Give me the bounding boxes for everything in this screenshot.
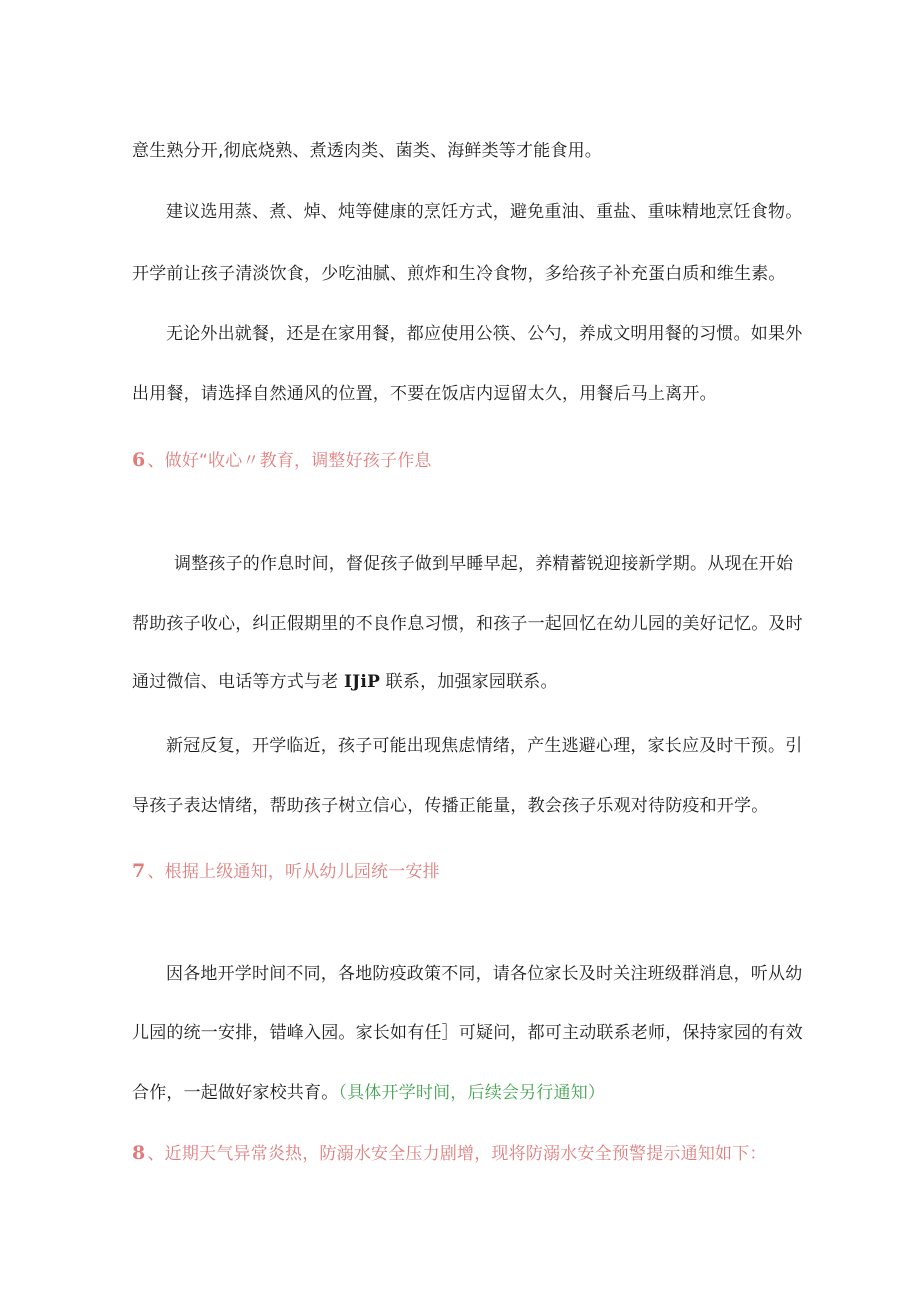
paragraph-line: 帮助孩子收心，纠正假期里的不良作息习惯，和孩子一起回忆在幼儿园的美好记忆。及时	[132, 614, 803, 634]
paragraph-line: 意生熟分开,彻底烧熟、煮透肉类、菌类、海鲜类等才能食用。	[132, 141, 603, 161]
paragraph-line	[132, 670, 558, 694]
text-segment: 合作，一起做好家校共育。	[132, 1083, 339, 1103]
section-number: 6	[132, 449, 146, 471]
section-title: 、近期天气异常炎热，防溺水安全压力剧增，现将防溺水安全预警提示通知如下：	[147, 1144, 767, 1164]
paragraph-line: 导孩子表达情绪，帮助孩子树立信心，传播正能量，教会孩子乐观对待防疫和开学。	[132, 796, 769, 816]
paragraph-line: 建议选用蒸、煮、焯、炖等健康的烹饪方式，避免重油、重盐、重味精地烹饪食物。	[166, 202, 803, 222]
section-number: 8	[132, 1142, 146, 1164]
paragraph-line: 出用餐，请选择自然通风的位置，不要在饭店内逗留太久，用餐后马上离开。	[132, 384, 717, 404]
section-number: 7	[132, 860, 146, 882]
paragraph-line: 因各地开学时间不同，各地防疫政策不同，请各位家长及时关注班级群消息，听从幼	[166, 964, 803, 984]
paragraph-line	[132, 1081, 605, 1105]
green-note: （具体开学时间，后续会另行通知）	[338, 1083, 606, 1103]
text-segment: 通过微信、电话等方式与老	[132, 672, 345, 692]
ocr-artifact-text: IJiP	[344, 672, 381, 692]
paragraph-line: 无论外出就餐，还是在家用餐，都应使用公筷、公勺，养成文明用餐的习惯。如果外	[166, 324, 803, 344]
section-heading-7	[132, 859, 440, 884]
paragraph-line: 儿园的统一安排，错峰入园。家长如有任］可疑问，都可主动联系老师，保持家园的有效	[132, 1023, 803, 1043]
section-title: 、根据上级通知，听从幼儿园统一安排	[147, 862, 440, 882]
paragraph-line: 新冠反复，开学临近，孩子可能出现焦虑情绪，产生逃避心理，家长应及时干预。引	[166, 736, 803, 756]
section-title: 、做好“收心〃教育，调整好孩子作息	[147, 451, 432, 471]
section-heading-8	[132, 1141, 767, 1166]
text-segment: 联系，加强家园联系。	[380, 672, 558, 692]
paragraph-line: 调整孩子的作息时间，督促孩子做到早睡早起，养精蓄锐迎接新学期。从现在开始	[174, 554, 794, 574]
paragraph-line: 开学前让孩子清淡饮食，少吃油腻、煎炸和生冷食物，多给孩子补充蛋白质和维生素。	[132, 264, 786, 284]
section-heading-6	[132, 448, 432, 473]
